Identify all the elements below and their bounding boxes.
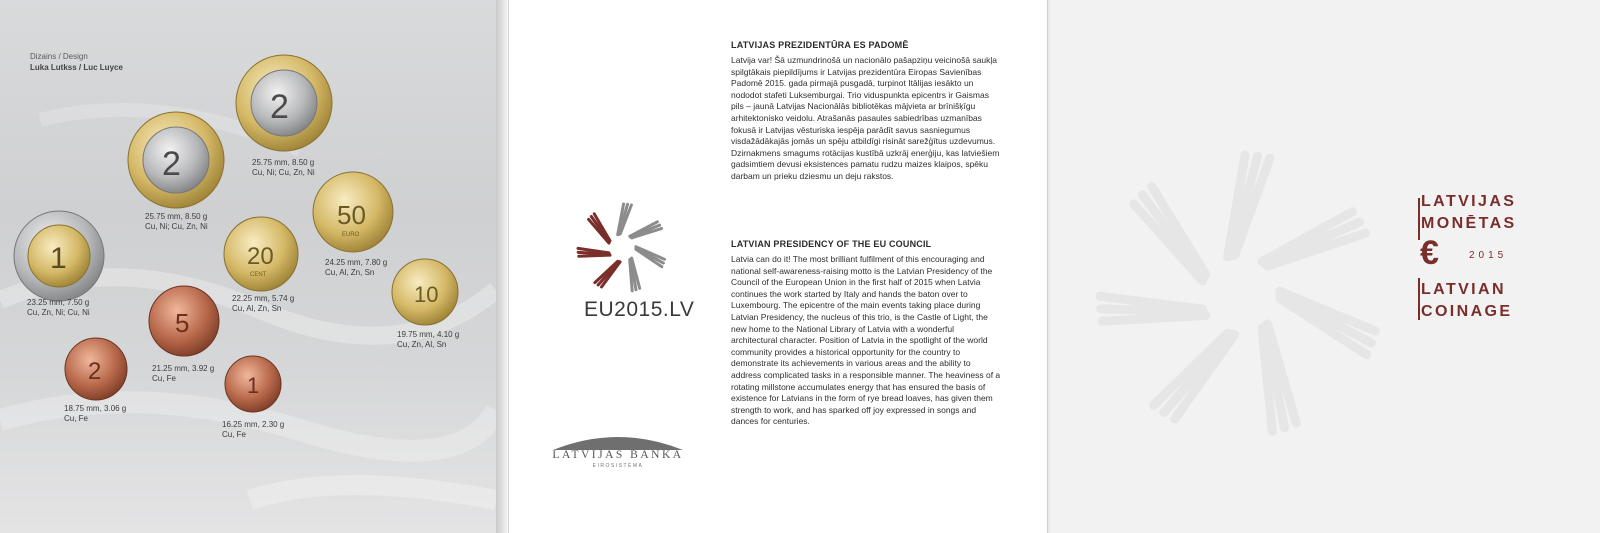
coin-face-5: 5: [175, 308, 190, 338]
coin-word-cent: CENT: [250, 272, 267, 278]
coin-2-euro-b: [128, 112, 224, 208]
body-en: Latvia can do it! The most brilliant fulfilment of this encouraging and national self-awareness-raising motto is the Latvian Presidency of the Council of the European Union in the first half of 2015 when Latvia continues the work started by Italy and hands the baton over to Luxembourg. The epicentre of the main events taking place during Latvian Presidency, the nucleus of this trio, is the Castle of Light, the new home to the National Library of Latvia with a wonderful architectural character. Position of Latvia in the spotlight of the world community provides a historical opportunity for the country to demonstrate its achievements in various areas and the ability to address complicated tasks in a responsible manner. The heaviness of a rotating millstone accumulates energy that has ensured the basis of existence for Latvians in the form of rye bread loaves, has given them strength to work, and has sparked off joy expressed in songs and dances for centuries.: [731, 254, 1001, 427]
cover-title-lv-1: LATVIJAS: [1421, 193, 1517, 210]
spec-10-cent: [397, 330, 459, 350]
spec-1-euro: [27, 298, 90, 318]
spec-size: 21.25 mm, 3.92 g: [152, 364, 215, 373]
bank-logo-icon: [553, 430, 683, 450]
coin-face-1-cent: 1: [247, 373, 260, 398]
spec-metal: Cu, Ni; Cu, Zn, Ni: [145, 222, 208, 231]
design-author: Luka Lutkss / Luc Luyce: [30, 63, 123, 72]
spec-20-cent: [232, 294, 294, 314]
spec-metal: Cu, Zn, Ni; Cu, Ni: [27, 308, 90, 317]
coin-face-20: 20: [247, 243, 274, 270]
coin-10-cent: [392, 259, 458, 325]
coin-2-euro-a: [236, 55, 332, 151]
embossed-logo-icon: [1095, 150, 1385, 440]
coin-50-cent: [313, 172, 393, 252]
spec-2-euro-a: [252, 158, 315, 178]
spec-size: 18.75 mm, 3.06 g: [64, 404, 127, 413]
spec-2-cent: [64, 404, 126, 424]
spec-size: 24.25 mm, 7.80 g: [325, 258, 388, 267]
coin-2-cent: [65, 338, 127, 400]
cover-title-en-2: COINAGE: [1421, 303, 1513, 320]
spec-metal: Cu, Al, Zn, Sn: [325, 268, 375, 277]
spec-metal: Cu, Fe: [152, 374, 177, 383]
eu2015-logo-text: EU2015.LV: [584, 298, 695, 321]
cover-title-lv-2: MONĒTAS: [1421, 215, 1517, 232]
coin-face-1: 1: [50, 242, 67, 275]
coin-1-cent: [225, 356, 281, 412]
spec-1-cent: [222, 420, 284, 440]
cover-title-en-1: LATVIAN: [1421, 281, 1506, 298]
spec-size: 25.75 mm, 8.50 g: [145, 212, 208, 221]
spec-size: 16.25 mm, 2.30 g: [222, 420, 285, 429]
heading-en: LATVIAN PRESIDENCY OF THE EU COUNCIL: [731, 239, 932, 249]
cover-year: 2015: [1469, 250, 1508, 261]
spec-5-cent: [152, 364, 214, 384]
coin-5-cent: [149, 286, 219, 356]
spec-metal: Cu, Ni; Cu, Zn, Ni: [252, 168, 315, 177]
coin-set: [0, 0, 496, 533]
coin-1-euro: [14, 211, 104, 301]
eu2015-logo-icon: [576, 202, 668, 294]
bank-subtitle: EIROSISTĒMA: [592, 463, 644, 469]
coin-word-euro: EURO: [342, 232, 360, 238]
coin-face-2-a: 2: [270, 88, 289, 126]
coin-face-10: 10: [414, 282, 439, 307]
coin-face-2-b: 2: [162, 145, 181, 183]
spec-50-cent: [325, 258, 387, 278]
spec-size: 23.25 mm, 7.50 g: [27, 298, 90, 307]
bank-name: LATVIJAS BANKA: [552, 449, 684, 461]
body-lv: Latvija var! Šā uzmundrinošā un nacionālo pašapziņu veicinošā saukļa spilgtākais piepildījums ir Latvijas prezidentūra Eiropas Savienības Padomē 2015. gada pirmajā pusgadā, turpinot Itālijas iesākto un nododot stafeti Luksemburgai. Trio viduspunkta epicentrs ir Gaismas pils – jaunā Latvijas Nacionālās bibliotēkas mājvieta ar brīnišķīgu arhitektonisko veidolu. Atrašanās pasaules sabiedrības uzmanības fokusā ir Latvijas vēsturiska iespēja parādīt savus sasniegumus visdažādākajās jomās un spēju atbildīgi risināt sarežģītus uzdevumus. Dzirnakmens smagums rotācijas kustībā uzkrāj enerģiju, kas latviešiem gadsimtiem devusi eksistences pamatu rudzu maizes klaipos, spēku darbam un prieku dziesmu un deju rakstos.: [731, 55, 1000, 181]
coin-20-cent: [224, 217, 298, 291]
spec-size: 19.75 mm, 4.10 g: [397, 330, 460, 339]
coin-face-50: 50: [337, 200, 366, 230]
cover-rule-bottom: [1418, 278, 1420, 320]
coin-face-2-cent: 2: [88, 358, 102, 385]
spec-2-euro-b: [145, 212, 208, 232]
fold-shadow: [496, 0, 508, 533]
spec-metal: Cu, Zn, Al, Sn: [397, 340, 447, 349]
spec-size: 22.25 mm, 5.74 g: [232, 294, 295, 303]
design-label: Dizains / Design: [30, 52, 88, 61]
heading-lv: LATVIJAS PREZIDENTŪRA ES PADOMĒ: [731, 40, 909, 50]
spec-metal: Cu, Fe: [64, 414, 89, 423]
spec-size: 25.75 mm, 8.50 g: [252, 158, 315, 167]
spec-metal: Cu, Fe: [222, 430, 247, 439]
euro-symbol: €: [1420, 234, 1439, 272]
spec-metal: Cu, Al, Zn, Sn: [232, 304, 282, 313]
